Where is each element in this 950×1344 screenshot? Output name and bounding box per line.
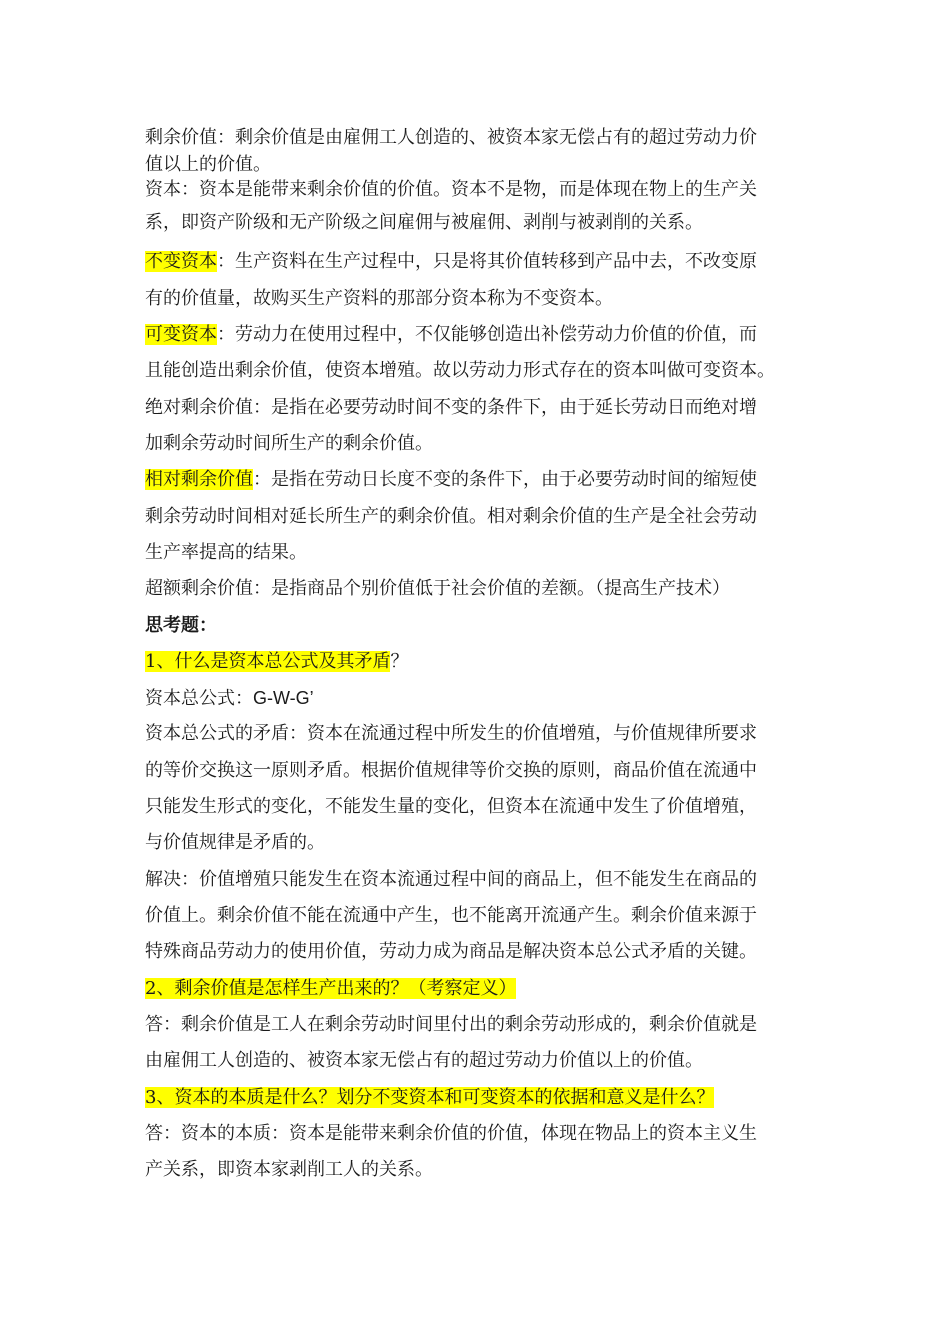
question-2-highlight: 2、剩余价值是怎样生产出来的？（考察定义） bbox=[145, 978, 517, 999]
question-1-mark: ？ bbox=[390, 651, 409, 672]
question-3 bbox=[145, 1086, 714, 1110]
formula-contradiction-line-4: 与价值规律是矛盾的。 bbox=[145, 832, 325, 853]
question-1-highlight: 1、什么是资本总公式及其矛盾 bbox=[145, 651, 391, 672]
general-formula-line bbox=[145, 686, 314, 711]
section-heading-questions: 思考题： bbox=[145, 615, 217, 636]
definition-constant-capital-line-2: 有的价值量，故购买生产资料的那部分资本称为不变资本。 bbox=[145, 288, 613, 309]
definition-capital-line-2: 系，即资产阶级和无产阶级之间雇佣与被雇佣、剥削与被剥削的关系。 bbox=[145, 212, 703, 233]
definition-relative-surplus-value-line-1 bbox=[145, 468, 757, 492]
definition-variable-capital-line-1 bbox=[145, 323, 757, 347]
formula-contradiction-line-3: 只能发生形式的变化，不能发生量的变化，但资本在流通中发生了价值增殖， bbox=[145, 796, 757, 817]
definition-excess-surplus-value: 超额剩余价值：是指商品个别价值低于社会价值的差额。（提高生产技术） bbox=[145, 578, 730, 599]
resolution-line-2: 价值上。剩余价值不能在流通中产生，也不能离开流通产生。剩余价值来源于 bbox=[145, 905, 757, 926]
definition-text: ：劳动力在使用过程中，不仅能够创造出补偿劳动力价值的价值，而 bbox=[217, 324, 757, 345]
answer-2-line-2: 由雇佣工人创造的、被资本家无偿占有的超过劳动力价值以上的价值。 bbox=[145, 1050, 703, 1071]
definition-absolute-surplus-value-line-1: 绝对剩余价值：是指在必要劳动时间不变的条件下，由于延长劳动日而绝对增 bbox=[145, 397, 757, 418]
definition-surplus-value-line-1: 剩余价值：剩余价值是由雇佣工人创造的、被资本家无偿占有的超过劳动力价 bbox=[145, 127, 757, 148]
definition-relative-surplus-value-line-2: 剩余劳动时间相对延长所生产的剩余价值。相对剩余价值的生产是全社会劳动 bbox=[145, 506, 757, 527]
definition-absolute-surplus-value-line-2: 加剩余劳动时间所生产的剩余价值。 bbox=[145, 433, 433, 454]
term-constant-capital: 不变资本 bbox=[145, 251, 217, 272]
question-1 bbox=[145, 650, 408, 674]
general-formula-label: 资本总公式： bbox=[145, 688, 253, 709]
definition-relative-surplus-value-line-3: 生产率提高的结果。 bbox=[145, 542, 307, 563]
question-3-highlight: 3、资本的本质是什么？划分不变资本和可变资本的依据和意义是什么？ bbox=[145, 1087, 715, 1108]
definition-capital-line-1: 资本：资本是能带来剩余价值的价值。资本不是物，而是体现在物上的生产关 bbox=[145, 179, 757, 200]
definition-text: ：生产资料在生产过程中，只是将其价值转移到产品中去，不改变原 bbox=[217, 251, 757, 272]
definition-constant-capital-line-1 bbox=[145, 250, 757, 274]
answer-3-line-1: 答：资本的本质：资本是能带来剩余价值的价值，体现在物品上的资本主义生 bbox=[145, 1123, 757, 1144]
question-2 bbox=[145, 977, 516, 1001]
formula-contradiction-line-1: 资本总公式的矛盾：资本在流通过程中所发生的价值增殖，与价值规律所要求 bbox=[145, 723, 757, 744]
general-formula-value: G-W-G’ bbox=[253, 688, 314, 708]
definition-surplus-value-line-2: 值以上的价值。 bbox=[145, 154, 271, 175]
resolution-line-3: 特殊商品劳动力的使用价值，劳动力成为商品是解决资本总公式矛盾的关键。 bbox=[145, 941, 757, 962]
answer-2-line-1: 答：剩余价值是工人在剩余劳动时间里付出的剩余劳动形成的，剩余价值就是 bbox=[145, 1014, 757, 1035]
definition-text: ：是指在劳动日长度不变的条件下，由于必要劳动时间的缩短使 bbox=[253, 469, 757, 490]
term-variable-capital: 可变资本 bbox=[145, 324, 217, 345]
answer-3-line-2: 产关系，即资本家剥削工人的关系。 bbox=[145, 1159, 433, 1180]
definition-variable-capital-line-2: 且能创造出剩余价值，使资本增殖。故以劳动力形式存在的资本叫做可变资本。 bbox=[145, 360, 775, 381]
formula-contradiction-line-2: 的等价交换这一原则矛盾。根据价值规律等价交换的原则，商品价值在流通中 bbox=[145, 760, 757, 781]
resolution-line-1: 解决：价值增殖只能发生在资本流通过程中间的商品上，但不能发生在商品的 bbox=[145, 869, 757, 890]
term-relative-surplus-value: 相对剩余价值 bbox=[145, 469, 253, 490]
